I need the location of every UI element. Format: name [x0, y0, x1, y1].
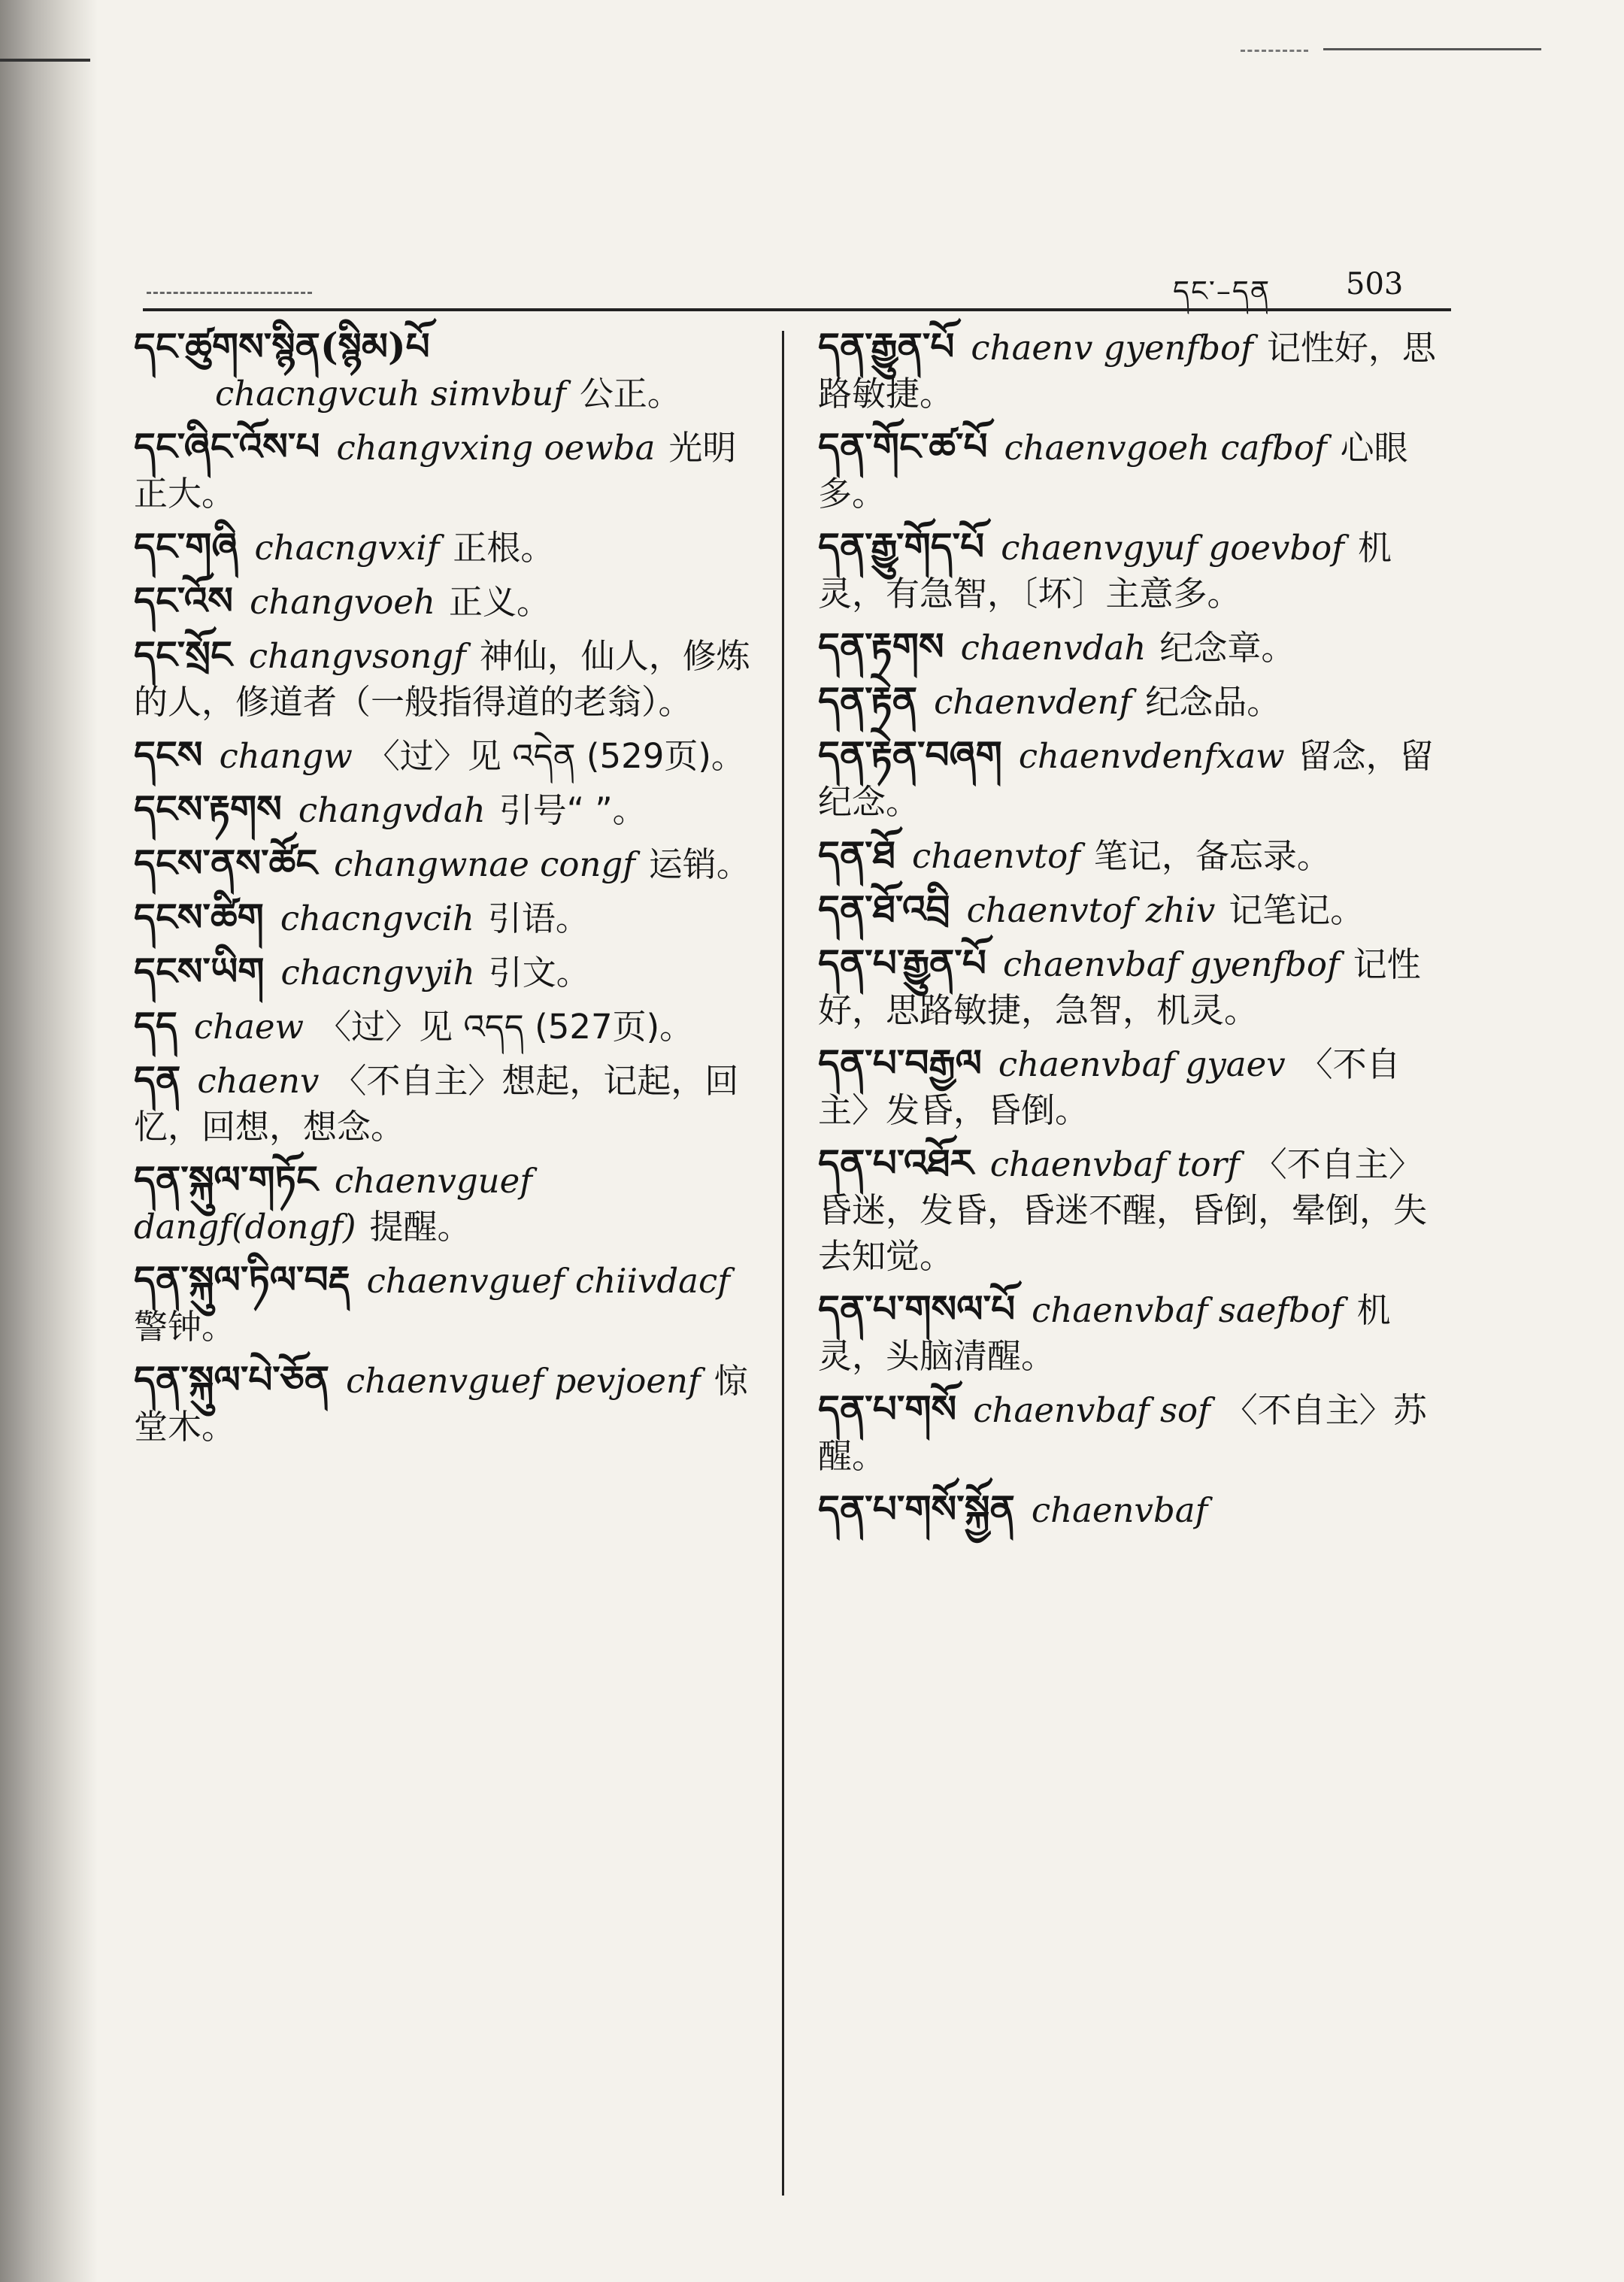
- entry-transliteration: chaenvgyuf goevbof: [1001, 528, 1344, 568]
- entry-transliteration: chaenv gyenfbof: [971, 328, 1253, 368]
- entry-definition: 运销。: [648, 844, 750, 884]
- entry-headword: དང་སྲོང: [134, 632, 232, 677]
- entry-transliteration: chacngvyih: [280, 953, 475, 993]
- dictionary-entry: [134, 577, 762, 625]
- entry-definition: 〈不自主〉想起，记起，回忆，回想，想念。: [134, 1061, 739, 1147]
- entry-headword: དན་རྒྱུ་གོད་པོ: [818, 524, 985, 568]
- entry-definition: 纪念章。: [1159, 628, 1295, 668]
- entry-headword: དངས་རྟགས: [134, 786, 282, 831]
- entry-definition: 机灵，有急智，〔坏〕主意多。: [818, 528, 1392, 614]
- dictionary-entry: [818, 423, 1451, 517]
- right-column: [818, 323, 1451, 1540]
- entry-transliteration: changvdah: [298, 790, 486, 830]
- dictionary-entry: [134, 1002, 762, 1050]
- top-dash: [1241, 50, 1308, 52]
- entry-transliteration: chaenv: [197, 1061, 320, 1101]
- dictionary-entry: [818, 1386, 1451, 1479]
- dictionary-entry: [134, 323, 762, 417]
- entry-transliteration: chaenvbaf: [1031, 1490, 1208, 1530]
- entry-headword: དན་རྒྱུན་པོ: [818, 324, 955, 368]
- entry-transliteration: chaenvguef chiivdacf: [366, 1261, 730, 1301]
- entry-definition: 光明正大。: [134, 428, 737, 514]
- scan-edge-shadow: [0, 0, 98, 2282]
- entry-headword: དངས་ཚིག: [134, 895, 264, 939]
- entry-headword: དང་འོས: [134, 578, 234, 623]
- dictionary-entry: [818, 832, 1451, 879]
- entry-definition: 正义。: [449, 582, 551, 622]
- scan-edge-rule: [0, 59, 90, 62]
- entry-definition: 提醒。: [369, 1207, 471, 1247]
- header-rule: [143, 308, 1451, 311]
- dictionary-entry: [818, 523, 1451, 617]
- entry-transliteration: chaenvdenf: [934, 682, 1132, 722]
- dictionary-entry: [818, 1040, 1451, 1133]
- entry-definition: 心眼多。: [818, 428, 1408, 514]
- entry-definition: 引文。: [488, 953, 590, 993]
- dictionary-entry: [818, 677, 1451, 725]
- entry-transliteration: chaenvdenfxaw: [1018, 736, 1285, 776]
- entry-headword: དན་པ་རྒྱུན་པོ: [818, 941, 986, 985]
- entry-headword: དན་ཐོ་འབྲི: [818, 886, 950, 931]
- page-number: 503: [1346, 267, 1404, 302]
- header-dash: [147, 292, 312, 294]
- dictionary-entry: [134, 1256, 762, 1350]
- dictionary-entry: [134, 894, 762, 941]
- entry-transliteration: chacngvxif: [254, 528, 440, 568]
- entry-headword: དན་པ་གསལ་པོ: [818, 1286, 1016, 1331]
- entry-definition: 记性好，思路敏捷，急智，机灵。: [818, 944, 1421, 1030]
- entry-headword: དན་གོང་ཚ་པོ: [818, 424, 988, 468]
- dictionary-entry: [818, 1140, 1451, 1279]
- dictionary-entry: [818, 623, 1451, 671]
- entry-headword: དན་པ་བརྒྱལ: [818, 1041, 982, 1085]
- entry-headword: དངས: [134, 732, 203, 777]
- dictionary-entry: [134, 1356, 762, 1450]
- entry-headword: དང་ཚུགས་སྙིན(སྙིམ)པོ: [134, 324, 430, 368]
- dictionary-entry: [134, 632, 762, 725]
- entry-headword: དན་སྐུལ་པེ་ཅོན: [134, 1357, 330, 1402]
- dictionary-entry: [818, 323, 1451, 417]
- entry-headword: དན་རྟེན་བཞག: [818, 732, 1002, 777]
- dictionary-entry: [818, 1286, 1451, 1379]
- dictionary-entry: [134, 840, 762, 887]
- entry-transliteration: chaenvtof: [912, 836, 1080, 876]
- entry-transliteration: chaenvtof zhiv: [966, 890, 1216, 930]
- entry-transliteration: changvsongf: [248, 636, 466, 676]
- entry-transliteration: chaenvdah: [960, 628, 1147, 668]
- entry-transliteration: chaenvbaf saefbof: [1032, 1290, 1344, 1330]
- dictionary-entry: [134, 1156, 762, 1250]
- entry-definition: 机灵，头脑清醒。: [818, 1290, 1391, 1376]
- entry-definition: 〈过〉见 འདད (527页)。: [317, 1007, 694, 1047]
- entry-headword: དན་པ་གསོ: [818, 1386, 957, 1431]
- entry-headword: དངས་ནས་ཚོང: [134, 841, 318, 885]
- dictionary-entry: [818, 940, 1451, 1033]
- entry-headword: དན་ཐོ: [818, 832, 895, 877]
- entry-definition: 引号“ ”。: [498, 790, 647, 830]
- entry-definition: 〈不自主〉苏醒。: [818, 1390, 1427, 1476]
- entry-transliteration: changwnae congf: [334, 844, 635, 884]
- entry-transliteration: changw: [219, 736, 353, 776]
- entry-headword: དན་རྟགས: [818, 624, 944, 668]
- dictionary-entry: [134, 948, 762, 996]
- column-divider: [782, 331, 784, 2196]
- entry-headword: དན་པ་གསོ་སྐྱོན: [818, 1486, 1015, 1531]
- entry-transliteration: chaenvgoeh cafbof: [1004, 428, 1327, 468]
- entry-transliteration: chaenvguef pevjoenf: [346, 1361, 701, 1401]
- entry-definition: 记笔记。: [1229, 890, 1365, 930]
- running-head: དང་–དན: [1173, 274, 1271, 308]
- entry-headword: དངས་ཡིག: [134, 949, 265, 993]
- dictionary-entry: [134, 732, 762, 779]
- entry-definition: 笔记，备忘录。: [1093, 836, 1331, 876]
- dictionary-entry: [818, 732, 1451, 825]
- dictionary-entry: [134, 786, 762, 833]
- entry-definition: 纪念品。: [1145, 682, 1281, 722]
- entry-definition: 〈过〉见 འདེན (529页)。: [365, 736, 745, 776]
- entry-transliteration: chaew: [193, 1007, 304, 1047]
- entry-transliteration: chacngvcih: [280, 899, 474, 938]
- entry-headword: དན་སྐུལ་གཏོང: [134, 1157, 318, 1202]
- entry-headword: དན་རྟེན: [818, 678, 918, 723]
- entry-transliteration: chaenvbaf torf: [989, 1144, 1240, 1184]
- left-column: [134, 323, 762, 1456]
- entry-definition: 〈不自主〉发昏，昏倒。: [818, 1044, 1401, 1130]
- entry-transliteration: chaenvguef dangf(dongf): [134, 1161, 532, 1247]
- top-rule: [1323, 48, 1541, 50]
- entry-definition: 公正。: [579, 374, 681, 414]
- entry-definition: 惊堂木。: [134, 1361, 748, 1447]
- dictionary-entry: [134, 1056, 762, 1150]
- entry-definition: 〈不自主〉昏迷，发昏，昏迷不醒，昏倒，晕倒，失去知觉。: [818, 1144, 1428, 1276]
- dictionary-entry: [134, 523, 762, 571]
- entry-transliteration: changvxing oewba: [336, 428, 656, 468]
- dictionary-entry: [134, 423, 762, 517]
- entry-headword: དང་གཞི: [134, 524, 238, 568]
- entry-headword: དན་སྐུལ་ཏིལ་བརྡ: [134, 1257, 350, 1302]
- entry-transliteration: chaenvbaf sof: [973, 1390, 1210, 1430]
- entry-transliteration: changvoeh: [250, 582, 435, 622]
- dictionary-entry: [818, 886, 1451, 933]
- dictionary-entry: [818, 1486, 1451, 1533]
- entry-definition: 记性好，思路敏捷。: [818, 328, 1436, 414]
- entry-transliteration: chaenvbaf gyaev: [998, 1044, 1286, 1084]
- entry-transliteration: chacngvcuh simvbuf: [215, 374, 566, 414]
- entry-headword: དང་ཞིང་འོས་པ: [134, 424, 320, 468]
- entry-headword: དད: [134, 1003, 177, 1047]
- entry-definition: 神仙，仙人，修炼的人，修道者（一般指得道的老翁）。: [134, 636, 750, 722]
- entry-transliteration: chaenvbaf gyenfbof: [1002, 944, 1340, 984]
- entry-definition: 引语。: [487, 899, 589, 938]
- entry-headword: དན་པ་འཐོར: [818, 1141, 974, 1185]
- entry-definition: 警钟。: [134, 1307, 236, 1347]
- entry-definition: 正根。: [453, 528, 555, 568]
- entry-headword: དན: [134, 1057, 181, 1102]
- entry-definition: 留念，留纪念。: [818, 736, 1434, 822]
